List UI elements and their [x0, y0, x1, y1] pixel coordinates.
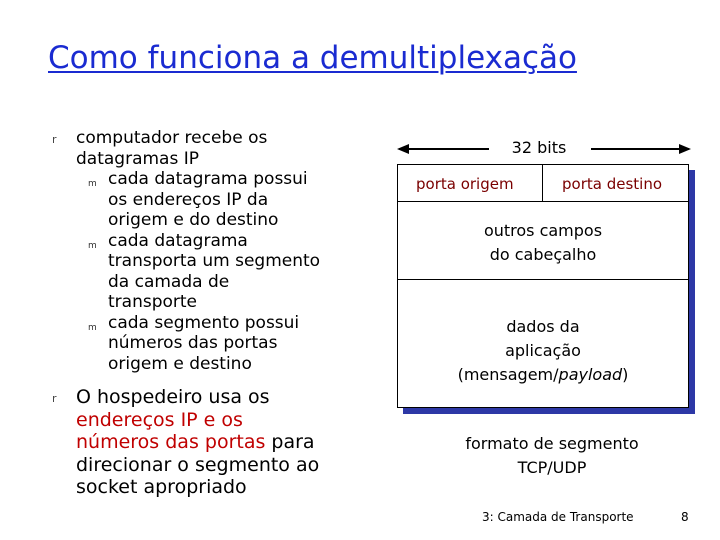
sub-bullet-line: cada datagrama	[108, 230, 248, 251]
segment-format-box	[397, 164, 689, 408]
sub-bullet-line: transporte	[108, 292, 198, 312]
sub-bullet-3	[52, 313, 342, 375]
sub-bullet-marker: m	[88, 179, 97, 189]
sub-bullet-line: origem e destino	[108, 353, 252, 374]
bullet-text-line: datagramas IP	[76, 148, 199, 169]
sub-bullet-line: cada segmento possui	[108, 312, 300, 333]
sub-bullet-marker: m	[88, 240, 97, 251]
highlighted-text: números das portas	[76, 431, 266, 453]
dest-port-field: porta destino	[562, 175, 663, 193]
other-fields-line: do cabeçalho	[489, 245, 597, 264]
sub-bullet-line: origem e do destino	[108, 210, 279, 230]
segment-format-caption	[397, 432, 707, 480]
sub-bullet-line: números das portas	[108, 333, 278, 353]
bit-width-indicator	[397, 136, 697, 160]
data-open: (mensagem/	[457, 365, 559, 384]
other-header-fields	[398, 201, 688, 280]
data-line: dados da	[506, 317, 580, 336]
source-port-field: porta origem	[416, 175, 514, 193]
bullet-text-line: para	[265, 431, 315, 453]
application-data-field	[398, 315, 688, 387]
chapter-footer: 3: Camada de Transporte	[482, 510, 634, 524]
page-number: 8	[681, 510, 689, 524]
bit-width-label: 32 bits	[511, 138, 567, 157]
highlighted-text: endereços IP e os	[76, 408, 243, 431]
bullet-marker: r	[52, 133, 57, 146]
bullet-text-line: direcionar o segmento ao	[76, 453, 320, 476]
sub-bullet-line: transporta um segmento	[108, 251, 321, 271]
payload-word: payload	[558, 365, 623, 384]
sub-bullet-line: da camada de	[108, 271, 230, 292]
data-line: aplicação	[505, 341, 581, 360]
caption-line: formato de segmento	[465, 434, 639, 453]
sub-bullet-1	[52, 169, 342, 231]
data-close: )	[622, 365, 629, 384]
bullet-marker: r	[52, 392, 57, 405]
bullet-text-line: socket apropriado	[76, 476, 247, 498]
other-fields-line: outros campos	[483, 221, 603, 240]
port-divider	[542, 165, 543, 201]
sub-bullet-marker: m	[88, 322, 97, 333]
bullet-text-line: O hospedeiro usa os	[76, 386, 270, 408]
bullet-item-1	[52, 128, 342, 169]
port-header-row	[398, 165, 688, 202]
sub-bullet-line: cada datagrama possui	[108, 169, 308, 189]
sub-bullet-line: os endereços IP da	[108, 189, 269, 210]
slide-title: Como funciona a demultiplexação	[48, 40, 577, 76]
caption-line: TCP/UDP	[517, 458, 587, 477]
sub-bullet-2	[52, 231, 342, 313]
bullet-list	[52, 128, 342, 499]
bullet-text-line: computador recebe os	[76, 128, 268, 148]
bullet-item-2	[52, 386, 342, 499]
